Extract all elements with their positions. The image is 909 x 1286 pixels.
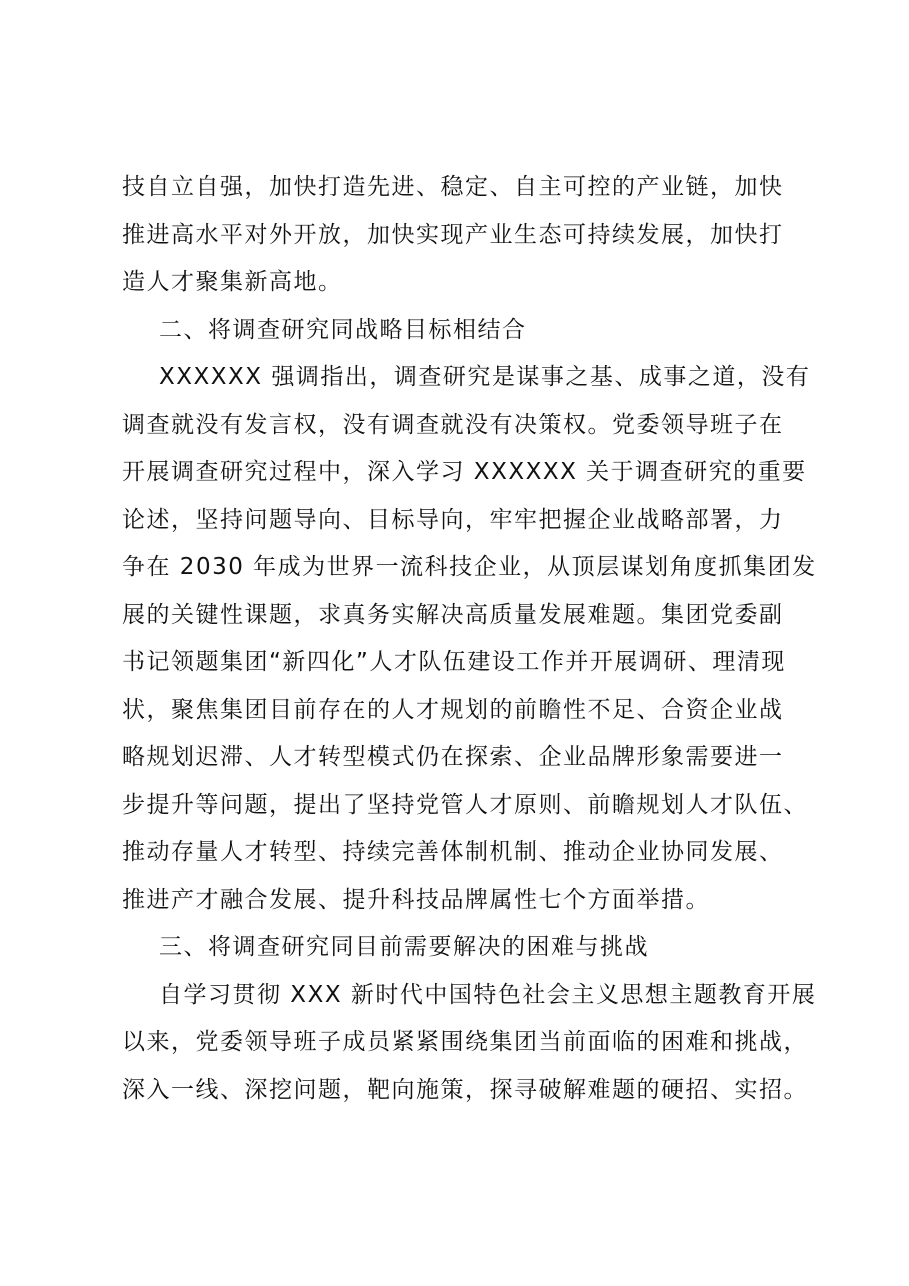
text-line: 调查就没有发言权，没有调查就没有决策权。党委领导班子在 [122,411,784,438]
text-line: 以来，党委领导班子成员紧紧围绕集团当前面临的困难和挑战， [122,1029,808,1055]
text-line: 自学习贯彻 XXX 新时代中国特色社会主义思想主题教育开展 [159,981,817,1008]
text-line: 展的关键性课题，求真务实解决高质量发展难题。集团党委副 [122,601,784,628]
body-text [122,164,822,1114]
text-line: 略规划迟滞、人才转型模式仍在探索、企业品牌形象需要进一 [122,744,784,770]
text-line: 技自立自强，加快打造先进、稳定、自主可控的产业链，加快 [122,174,784,200]
text-line: 论述，坚持问题导向、目标导向，牢牢把握企业战略部署，力 [122,506,784,533]
text-line: 推动存量人才转型、持续完善体制机制、推动企业协同发展、 [122,839,784,865]
text-line: XXXXXX 强调指出，调查研究是谋事之基、成事之道，没有 [159,364,811,390]
text-line: 推进产才融合发展、提升科技品牌属性七个方面举措。 [122,886,710,913]
text-line: 书记领题集团“新四化”人才队伍建设工作并开展调研、理清现 [122,649,786,675]
text-line: 造人才聚集新高地。 [122,269,343,295]
text-line: 争在 2030 年成为世界一流科技企业，从顶层谋划角度抓集团发 [122,554,817,580]
section-heading-3: 三、将调查研究同目前需要解决的困难与挑战 [159,934,649,960]
text-line: 步提升等问题，提出了坚持党管人才原则、前瞻规划人才队伍、 [122,791,808,818]
text-line: 状，聚焦集团目前存在的人才规划的前瞻性不足、合资企业战 [122,696,784,723]
section-heading-2: 二、将调查研究同战略目标相结合 [159,316,527,343]
text-line: 推进高水平对外开放，加快实现产业生态可持续发展，加快打 [122,221,784,248]
text-line: 深入一线、深挖问题，靶向施策，探寻破解难题的硬招、实招。 [122,1076,808,1103]
text-line: 开展调查研究过程中，深入学习 XXXXXX 关于调查研究的重要 [122,459,807,485]
